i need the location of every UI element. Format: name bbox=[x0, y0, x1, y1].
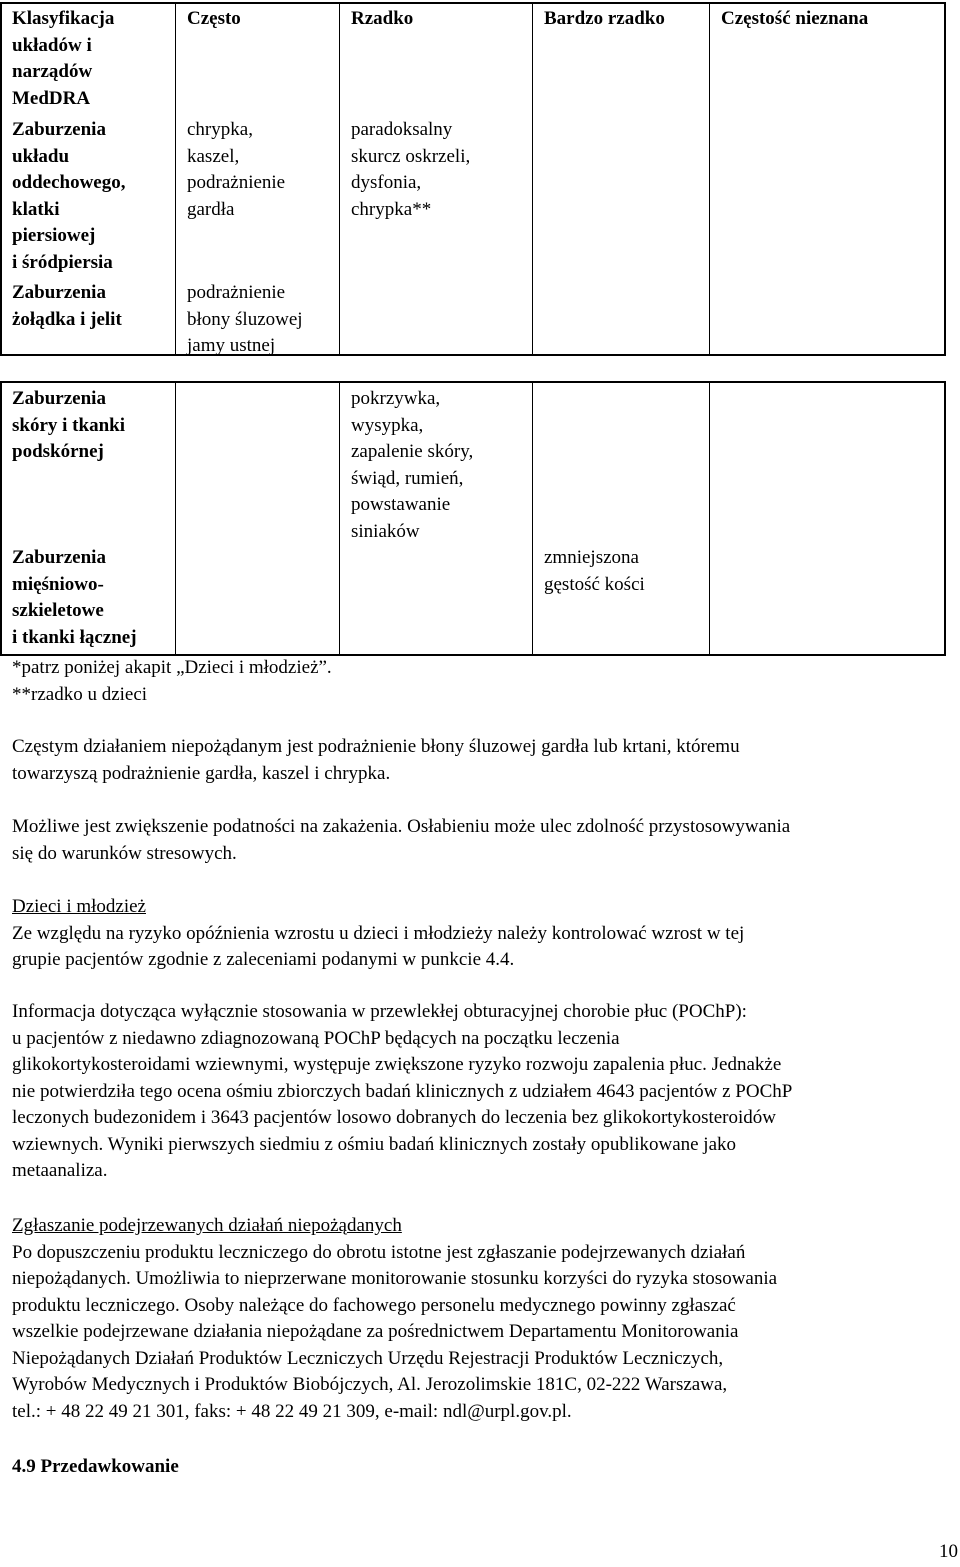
paragraph-infection-susceptibility: Możliwe jest zwiększenie podatności na zakażenia. Osłabieniu może ulec zdolność przystosowywania się do warunków stresowych. bbox=[12, 816, 791, 864]
soc-respiratory: Zaburzenia układu oddechowego, klatki piersiowej i śródpiersia bbox=[12, 119, 126, 273]
rare-respiratory: paradoksalny skurcz oskrzeli, dysfonia, chrypka** bbox=[351, 119, 471, 220]
children-section: Dzieci i młodzież Ze względu na ryzyko opóźnienia wzrostu u dzieci i młodzieży należy kontrolować wzrost w tej grupie pacjentów zgodnie z zaleceniami podanymi w punkcie 4.4. bbox=[12, 894, 952, 974]
footnote: *patrz poniżej akapit „Dzieci i młodzież”. bbox=[12, 657, 332, 678]
header-rare: Rzadko bbox=[351, 8, 414, 29]
column-divider bbox=[339, 4, 340, 354]
footnote: **rzadko u dzieci bbox=[12, 683, 148, 705]
soc-musculoskeletal: Zaburzenia mięśniowo- szkieletowe i tkanki łącznej bbox=[12, 547, 137, 648]
page-number: 10 bbox=[939, 1540, 958, 1562]
header-often: Często bbox=[187, 8, 241, 29]
column-divider bbox=[175, 383, 176, 654]
reporting-section: Zgłaszanie podejrzewanych działań niepożądanych Po dopuszczeniu produktu leczniczego do obrotu istotne jest zgłaszanie podejrzewanych działań niepożądanych. Umożliwia to nieprzerwane monitorowanie stosunku korzyści do ryzyka stosowania produktu leczniczego. Osoby należące do fachowego personelu medycznego powinny zgłaszać wszelkie podejrzewane działania niepożądane za pośrednictwem Departamentu Monitorowania Niepożądanych Działań Produktów Leczniczych Urzędu Rejestracji Produktów Leczniczych, Wyrobów Medycznych i Produktów Biobójczych, Al. Jerozolimskie 181C, 02-222 Warszawa, tel.: + 48 22 49 21 301, faks: + 48 22 49 21 309, e-mail: ndl@urpl.gov.pl. bbox=[12, 1213, 952, 1425]
adverse-effects-table-bottom bbox=[0, 381, 946, 656]
often-respiratory: chrypka, kaszel, podrażnienie gardła bbox=[187, 119, 286, 220]
column-divider bbox=[709, 4, 710, 354]
often-gastrointestinal: podrażnienie błony śluzowej jamy ustnej bbox=[187, 282, 303, 356]
paragraph-copd: Informacja dotycząca wyłącznie stosowania w przewlekłej obturacyjnej chorobie płuc (POChP): u pacjentów z niedawno zdiagnozowaną POChP będących na początku leczenia glikokortykosteroidami wziewnymi, występuje zwiększone ryzyko rozwoju zapalenia płuc. Jednakże nie potwierdziła tego ocena ośmiu zbiorczych badań klinicznych z udziałem 4643 pacjentów z POChP leczonych budezonidem i 3643 pacjentów losowo dobranych do leczenia bez glikokortykosteroidów wziewnych. Wyniki pierwszych siedmiu z ośmiu badań klinicznych zostały opublikowane jako metaanaliza. bbox=[12, 1001, 793, 1181]
section-4-9-heading: 4.9 Przedawkowanie bbox=[12, 1456, 179, 1477]
header-very-rare: Bardzo rzadko bbox=[544, 8, 665, 29]
section-heading: Zgłaszanie podejrzewanych działań niepożądanych bbox=[12, 1215, 402, 1236]
unknown-musculoskeletal: zmniejszona gęstość kości bbox=[544, 547, 645, 595]
column-divider bbox=[532, 4, 533, 354]
column-divider bbox=[175, 4, 176, 354]
soc-gastrointestinal: Zaburzenia żołądka i jelit bbox=[12, 282, 122, 330]
column-divider bbox=[532, 383, 533, 654]
paragraph-common-effects: Częstym działaniem niepożądanym jest podrażnienie błony śluzowej gardła lub krtani, któremu towarzyszą podrażnienie gardła, kaszel i chrypka. bbox=[12, 736, 740, 784]
adverse-effects-table-top bbox=[0, 2, 946, 356]
soc-skin: Zaburzenia skóry i tkanki podskórnej bbox=[12, 388, 125, 462]
column-divider bbox=[709, 383, 710, 654]
header-soc: Klasyfikacja układów i narządów MedDRA bbox=[12, 8, 115, 109]
column-divider bbox=[339, 383, 340, 654]
table-footnotes bbox=[12, 655, 332, 708]
section-heading: Dzieci i młodzież bbox=[12, 896, 146, 917]
rare-skin: pokrzywka, wysypka, zapalenie skóry, świąd, rumień, powstawanie siniaków bbox=[351, 388, 474, 542]
header-unknown: Częstość nieznana bbox=[721, 8, 869, 29]
